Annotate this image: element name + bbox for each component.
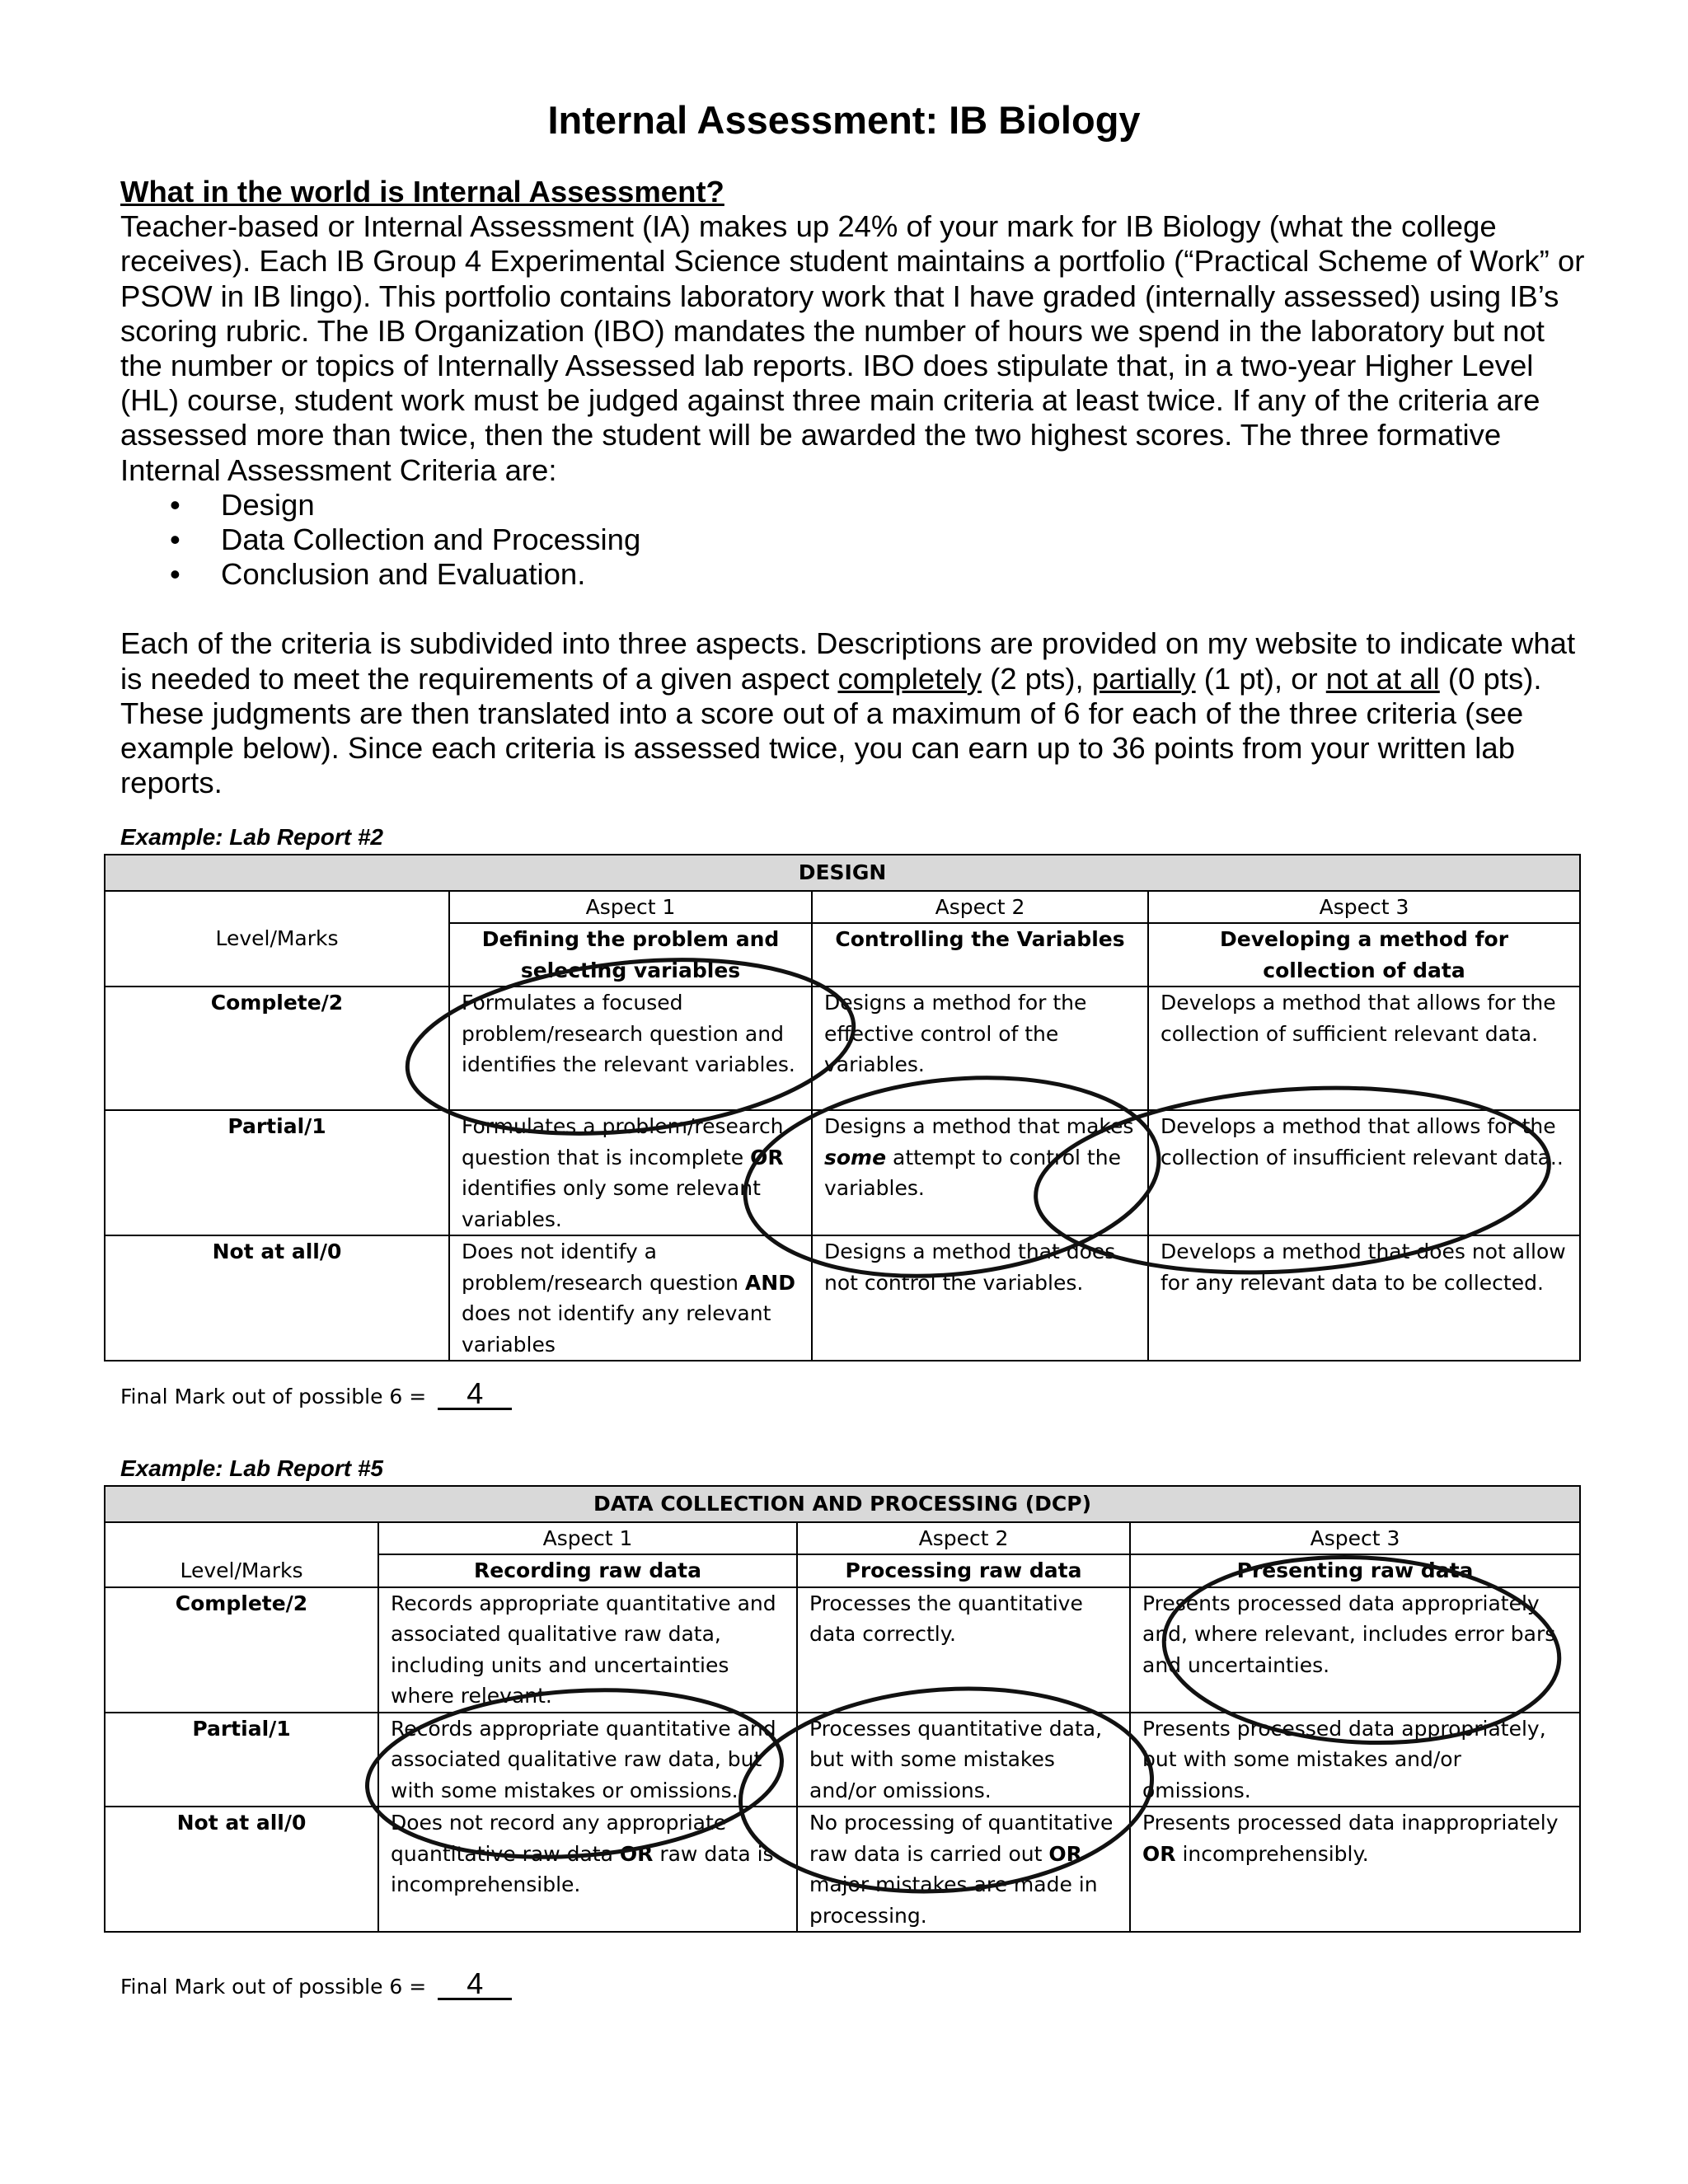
dcp-example-label: Example: Lab Report #5 xyxy=(120,1455,383,1481)
rubric-cell: Presents processed data appropriately, but with some mistakes and/or omissions. xyxy=(1130,1713,1580,1807)
level-partial: Partial/1 xyxy=(105,1713,378,1807)
page-title: Internal Assessment: IB Biology xyxy=(547,98,1141,142)
rubric-cell: Presents processed data inappropriately OR incomprehensibly. xyxy=(1130,1807,1580,1932)
dcp-rubric-table xyxy=(104,1485,1581,1933)
aspect-2-name: Controlling the Variables xyxy=(812,923,1148,987)
aspect-1-name: Recording raw data xyxy=(378,1554,797,1587)
criteria-list-item: • Design xyxy=(170,488,1587,523)
aspect-3-header: Aspect 3 xyxy=(1148,891,1580,924)
final-mark-value: 4 xyxy=(438,1380,512,1410)
rubric-cell: Develops a method that does not allow for any relevant data to be collected. xyxy=(1148,1235,1580,1361)
intro-heading: What in the world is Internal Assessment? xyxy=(120,175,724,209)
rubric-cell: Designs a method for the effective control of the variables. xyxy=(812,987,1148,1110)
aspect-2-name: Processing raw data xyxy=(797,1554,1130,1587)
rubric-cell: Designs a method that does not control the variables. xyxy=(812,1235,1148,1361)
intro-paragraph-2: Each of the criteria is subdivided into three aspects. Descriptions are provided on my website to indicate what is needed to meet the requirements of a given aspect completely (2 pts), partially (1 pt), or not at all (0 pts). These judgments are then translated into a score out of a maximum of 6 for each of the three criteria (see example below). Since each criteria is assessed twice, you can earn up to 36 points from your written lab reports. xyxy=(120,626,1576,800)
rubric-cell: Records appropriate quantitative and associated qualitative raw data, including units and uncertainties where relevant. xyxy=(378,1587,797,1713)
final-mark-label: Final Mark out of possible 6 = xyxy=(120,1385,427,1408)
rubric-cell: Processes quantitative data, but with some mistakes and/or omissions. xyxy=(797,1713,1130,1807)
aspect-1-name: Defining the problem and selecting variables xyxy=(449,923,812,987)
rubric-cell: Processes the quantitative data correctly. xyxy=(797,1587,1130,1713)
level-marks-header: Level/Marks xyxy=(105,1522,378,1587)
level-not-at-all: Not at all/0 xyxy=(105,1807,378,1932)
level-not-at-all: Not at all/0 xyxy=(105,1235,449,1361)
rubric-cell: Formulates a focused problem/research question and identifies the relevant variables. xyxy=(449,987,812,1110)
rubric-cell: Does not record any appropriate quantitative raw data OR raw data is incomprehensible. xyxy=(378,1807,797,1932)
design-rubric-table xyxy=(104,854,1581,1361)
aspect-3-name: Presenting raw data xyxy=(1130,1554,1580,1587)
dcp-table-title: DATA COLLECTION AND PROCESSING (DCP) xyxy=(105,1486,1580,1522)
criteria-list-item: • Conclusion and Evaluation. xyxy=(170,557,1587,592)
design-example-label: Example: Lab Report #2 xyxy=(120,824,383,850)
intro-paragraph-1: Teacher-based or Internal Assessment (IA) makes up 24% of your mark for IB Biology (what the college receives). Each IB Group 4 Experimental Science student maintains a portfolio (“Practical Scheme of Work” or PSOW in IB lingo). This portfolio contains laboratory work that I have graded (internally assessed) using IB’s scoring rubric. The IB Organization (IBO) mandates the number of hours we spend in the laboratory but not the number or topics of Internally Assessed lab reports. IBO does stipulate that, in a two-year Higher Level (HL) course, student work must be judged against three main criteria at least twice. If any of the criteria are assessed more than twice, then the student will be awarded the two highest scores. The three formative Internal Assessment Criteria are: xyxy=(120,209,1585,487)
rubric-cell: Develops a method that allows for the collection of sufficient relevant data. xyxy=(1148,987,1580,1110)
not-at-all-term: not at all xyxy=(1325,661,1440,696)
rubric-cell: Develops a method that allows for the collection of insufficient relevant data.. xyxy=(1148,1110,1580,1235)
level-partial: Partial/1 xyxy=(105,1110,449,1235)
final-mark-label: Final Mark out of possible 6 = xyxy=(120,1975,427,1999)
level-complete: Complete/2 xyxy=(105,1587,378,1713)
dcp-final-mark xyxy=(120,1966,512,2000)
aspect-2-header: Aspect 2 xyxy=(797,1522,1130,1555)
completely-term: completely xyxy=(837,661,982,696)
design-final-mark xyxy=(120,1376,512,1410)
criteria-list xyxy=(170,488,1587,593)
final-mark-value: 4 xyxy=(438,1970,512,2000)
design-table-title: DESIGN xyxy=(105,855,1580,891)
aspect-3-name: Developing a method for collection of data xyxy=(1148,923,1580,987)
rubric-cell: Presents processed data appropriately and, where relevant, includes error bars and uncertainties. xyxy=(1130,1587,1580,1713)
rubric-cell: Formulates a problem/research question that is incomplete OR identifies only some relevant variables. xyxy=(449,1110,812,1235)
aspect-1-header: Aspect 1 xyxy=(449,891,812,924)
aspect-2-header: Aspect 2 xyxy=(812,891,1148,924)
aspect-1-header: Aspect 1 xyxy=(378,1522,797,1555)
criteria-list-item: • Data Collection and Processing xyxy=(170,523,1587,557)
rubric-cell: Designs a method that makes some attempt to control the variables. xyxy=(812,1110,1148,1235)
partially-term: partially xyxy=(1091,661,1196,696)
level-marks-header: Level/Marks xyxy=(105,891,449,987)
rubric-cell: No processing of quantitative raw data is carried out OR major mistakes are made in processing. xyxy=(797,1807,1130,1932)
aspect-3-header: Aspect 3 xyxy=(1130,1522,1580,1555)
level-complete: Complete/2 xyxy=(105,987,449,1110)
rubric-cell: Does not identify a problem/research question AND does not identify any relevant variables xyxy=(449,1235,812,1361)
intro-section xyxy=(120,175,1587,800)
rubric-cell: Records appropriate quantitative and associated qualitative raw data, but with some mistakes or omissions. xyxy=(378,1713,797,1807)
